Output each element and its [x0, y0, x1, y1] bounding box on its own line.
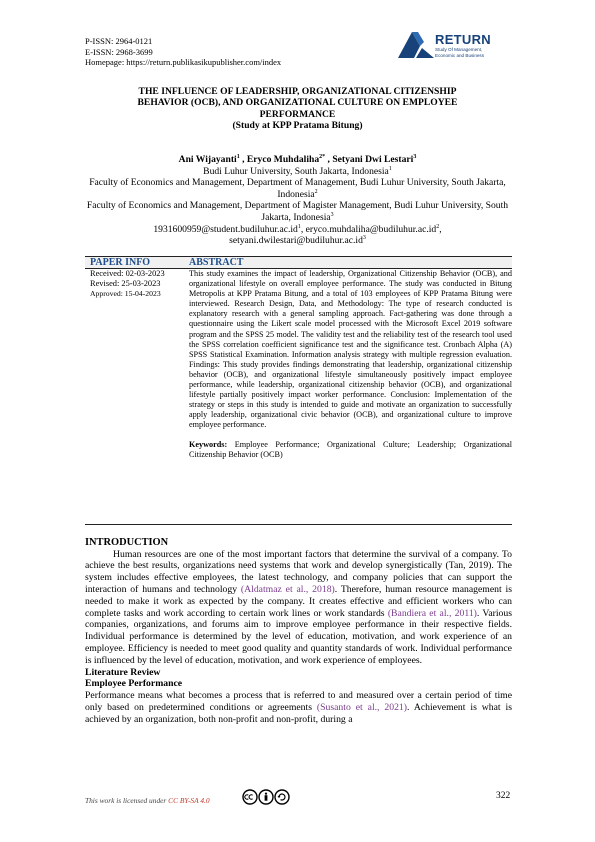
author-3: , Setyani Dwi Lestari [325, 154, 414, 165]
email-3-sup: 3 [362, 234, 366, 241]
paper-info-abstract-table [85, 256, 512, 459]
keywords [189, 440, 512, 460]
citation-bandiera[interactable]: (Bandiera et al., 2011) [387, 607, 477, 619]
affiliation-3-text: Faculty of Economics and Management, Department of Magister Management, Budi Luhur University, South Jakarta, Indonesia [86, 200, 509, 223]
intro-p1-a: Human resources are one of the most important factors that determine the survival of a company. To achieve the best results, organizations need systems that work and develop synergistically (Tan, 2019). The system includes effective employees, the latest technology, and company policies that can support the interaction of humans and technology [85, 548, 512, 595]
paper-info-dates [90, 269, 185, 299]
author-2-sup: 2* [319, 153, 326, 160]
title-subtitle: (Study at KPP Pratama Bitung) [232, 120, 363, 132]
intro-p2-b: . Achievement is what is achieved by an organization, both non-profit and non-profit, during a [85, 701, 512, 725]
email-3[interactable]: setyani.dwilestari@budiluhur.ac.id [229, 235, 363, 247]
author-3-sup: 3 [413, 153, 417, 160]
journal-header [85, 36, 281, 68]
affiliation-1-sup: 1 [388, 165, 392, 172]
pissn: P-ISSN: 2964-0121 [85, 36, 153, 46]
received-date: Received: 02-03-2023 [90, 269, 165, 278]
title-line-1: THE INFLUENCE OF LEADERSHIP, ORGANIZATIONAL CITIZENSHIP [138, 86, 457, 97]
abstract-heading: ABSTRACT [189, 257, 244, 268]
table-header-row [85, 256, 512, 269]
introduction-heading: INTRODUCTION [85, 537, 169, 548]
keywords-label: Keywords: [189, 439, 228, 449]
citation-susanto[interactable]: (Susanto et al., 2021) [316, 701, 408, 713]
intro-paragraph-2 [85, 690, 512, 725]
logo-subtitle [435, 47, 484, 58]
introduction-section [85, 537, 512, 726]
email-separator: , [439, 223, 442, 235]
cc-by-sa-badge-icon [242, 789, 290, 805]
license-prefix: This work is licensed under [85, 796, 169, 805]
email-1-sup: 1 [297, 223, 301, 230]
email-2[interactable]: , eryco.muhdaliha@budiluhur.ac.id [300, 223, 437, 235]
keywords-list: Employee Performance; Organizational Culture; Leadership; Organizational Citizenship Behavior (OCB) [189, 439, 512, 459]
eissn: E-ISSN: 2968-3699 [85, 46, 153, 57]
author-1-sup: 1 [236, 153, 240, 160]
abstract-text: This study examines the impact of leadership, Organizational Citizenship Behavior (OCB), and organizational lifestyle on overall employee performance. The study was conducted in Bitung Metropolis at KPP Pratama Bitung, and a total of 103 employees of KPP Pratama Bitung were interviewed. Research Design, Data, and Methodology: The type of research conducted is explanatory research with a general sampling approach. Fact-gathering was done through a questionnaire using the Likert scale model processed with the Microsoft Excel 2019 software program and the SPSS 25 model. The validity test and the reliability test of the research tool used the SPSS correlation coefficient significance test and the significance test. Cronbach Alpha (A) SPSS Statistical Examination. Information analysis strategy with multiple regression evaluation. Findings: This study provides findings demonstrating that leadership, organizational citizenship behavior (OCB), and organizational lifestyle simultaneously positively impact employee performance, while leadership, organizational citizenship behavior (OCB), and organizational lifestyle partially positively impact worker performance. Conclusion: Implementation of the strategy or steps in this study is intended to guide and motivate an organization to successfully apply leadership, organizational civic behavior (OCB), and organizational culture to improve employee performance. [189, 269, 512, 430]
approved-date: Approved: 15-04-2023 [90, 289, 161, 299]
paper-title [85, 86, 510, 132]
intro-p2-a: Performance means what becomes a process that is referred to and measured over a certain period of time only based on predetermined conditions or agreements [85, 690, 512, 713]
logo-subtitle-2: Economic and Business [435, 52, 485, 58]
journal-logo [398, 30, 513, 72]
intro-paragraph-1 [85, 549, 512, 667]
affiliation-3-sup: 3 [330, 211, 334, 218]
revised-date: Revised: 25-03-2023 [90, 279, 161, 289]
license-link[interactable]: CC BY-SA 4.0 [168, 796, 210, 805]
page-number: 322 [496, 791, 511, 801]
logo-subtitle-1: Study Of Management, [435, 47, 483, 52]
affiliation-2-sup: 2 [314, 188, 318, 195]
author-1: Ani Wijayanti [178, 154, 237, 165]
author-2: , Eryco Muhdaliha [239, 154, 320, 165]
return-logo-icon [398, 32, 434, 58]
affiliation-3 [85, 200, 510, 223]
intro-p1-b: . Therefore, human resource management is needed to make it work as expected by the company. It creates effective and efficient workers who can complete tasks and work according to certain work lines or work standards [85, 583, 512, 619]
citation-aldatmaz[interactable]: (Aldatmaz et al., 2018) [240, 583, 335, 595]
affiliation-1 [85, 166, 510, 178]
paper-info-heading: PAPER INFO [90, 257, 151, 268]
author-block [85, 154, 510, 247]
intro-p1-c: . Various companies, organizations, and forums aim to improve employee performance in their respective fields. Individual performance is determined by the level of education, motivation, and work experience of an employee. Efficiency is needed to meet good quality and quantity standards of work. Individual performance is influenced by the level of education, motivation, and work experience of employees. [85, 607, 512, 666]
table-bottom-rule [85, 524, 512, 525]
title-line-3: PERFORMANCE [259, 108, 336, 120]
author-names [85, 154, 510, 166]
abstract-body [189, 269, 512, 460]
email-1[interactable]: 1931600959@student.budiluhur.ac.id [153, 223, 298, 235]
affiliation-2-text: Faculty of Economics and Management, Department of Management, Budi Luhur University, South Jakarta, Indonesia [89, 177, 506, 200]
email-2-sup: 2 [436, 223, 440, 230]
employee-performance-heading: Employee Performance [85, 678, 183, 690]
logo-word: RETURN [435, 32, 491, 47]
affiliation-1-text: Budi Luhur University, South Jakarta, Indonesia [203, 165, 389, 177]
literature-review-heading: Literature Review [85, 666, 161, 678]
license-footer [85, 796, 210, 805]
title-line-2: BEHAVIOR (OCB), AND ORGANIZATIONAL CULTURE ON EMPLOYEE [137, 97, 458, 109]
affiliation-2 [85, 177, 510, 200]
homepage: Homepage: https://return.publikasikupublisher.com/index [85, 57, 282, 67]
emails [85, 224, 510, 247]
